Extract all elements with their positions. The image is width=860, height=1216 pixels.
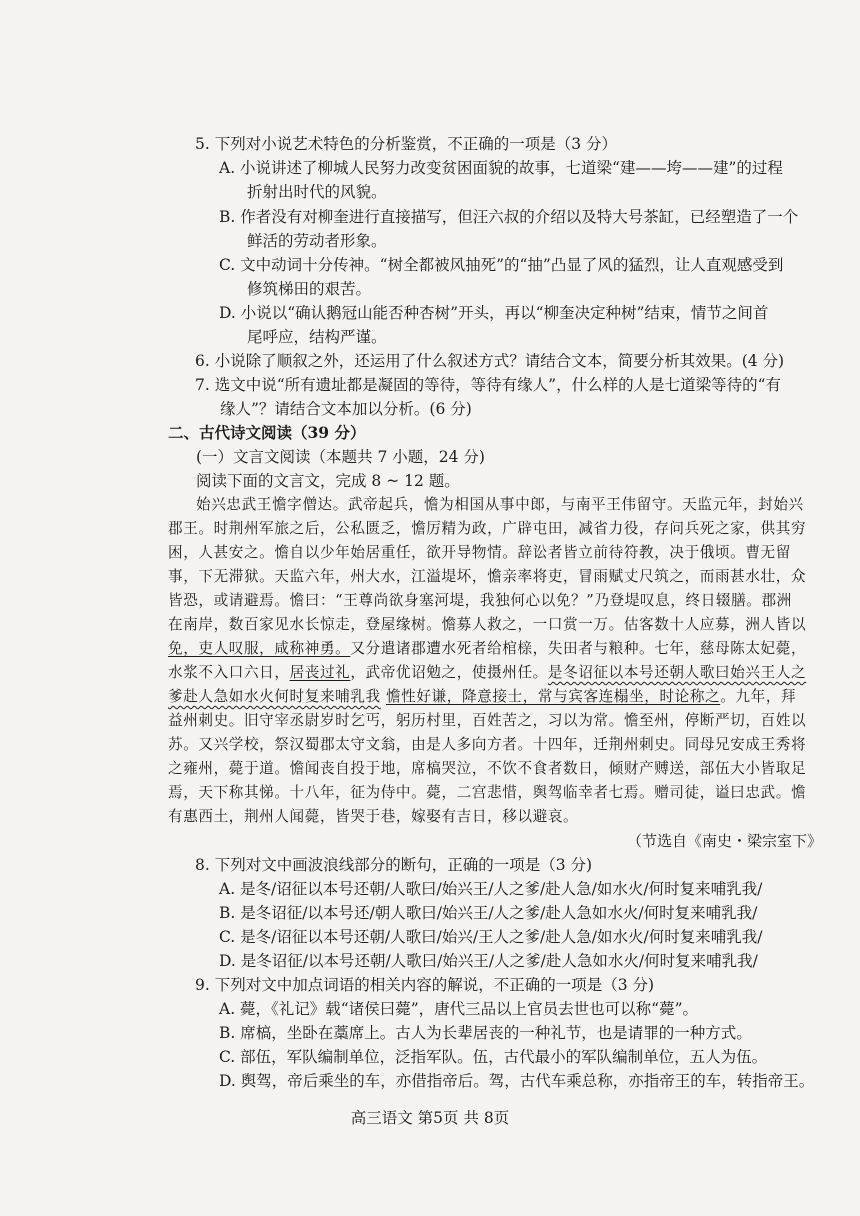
text-line: 尾呼应，结构严谨。	[247, 328, 387, 346]
text-line: A. 薨，《礼记》载“诸侯曰薨”，唐代三品以上官员去世也可以称“薨”。	[219, 1000, 698, 1018]
text-line: 事，下无滞狱。天监六年，州大水，江溢堤坏，憺亲率将吏，冒雨赋丈尺筑之，而雨甚水壮，众	[168, 568, 807, 585]
text-line: 在南岸，数百家见水长惊走，登屋缘树。憺募人救之，一口赏一万。估客数十人应募，洲人皆以	[168, 616, 807, 633]
text-line: 6. 小说除了顺叙之外，还运用了什么叙述方式？请结合文本，简要分析其效果。(4 分)	[195, 352, 785, 370]
text-line: D. 舆驾，帝后乘坐的车，亦借指帝后。驾，古代车乘总称，亦指帝王的车，转指帝王。	[219, 1072, 815, 1090]
text-line: B. 是冬诏征/以本号还/朝人歌曰/始兴王/人之爹/赴人急如水火/何时复来哺乳我/	[219, 904, 758, 922]
text-line: C. 部伍，军队编制单位，泛指军队。伍，古代最小的军队编制单位，五人为伍。	[219, 1048, 768, 1066]
text-line: 7. 选文中说“所有遗址都是凝固的等待，等待有缘人”，什么样的人是七道梁等待的“有	[195, 376, 781, 394]
text-line: 困，人甚安之。憺自以少年始居重任，欲开导物情。辞讼者皆立前待符教，决于俄顷。曹无留	[168, 544, 791, 561]
text-line: B. 作者没有对柳奎进行直接描写，但汪六叔的介绍以及特大号茶缸，已经塑造了一个	[219, 208, 799, 226]
text-line: C. 文中动词十分传神。“树全都被风抽死”的“抽”凸显了风的猛烈，让人直观感受到	[219, 256, 784, 274]
text-line: 益州刺史。旧守宰丞尉岁时乞丐，躬历村里，百姓苦之，习以为常。憺至州，停断严切，百姓以	[168, 712, 807, 729]
text-line: 有惠西土，荆州人闻薨，皆哭于巷，嫁娶有吉日，移以避哀。	[168, 808, 579, 825]
text-line: 阅读下面的文言文，完成 8 ~ 12 题。	[196, 472, 460, 490]
text-line: 折射出时代的风貌。	[247, 183, 387, 201]
text-line: 8. 下列对文中画波浪线部分的断句，正确的一项是（3 分)	[195, 856, 593, 874]
text-line: D. 是冬诏征/以本号还朝/人歌曰/始兴王/人之爹/赴人急如水火/何时复来哺乳我/	[219, 952, 758, 970]
text-line: 皆恐，或请避焉。憺曰：“王尊尚欲身塞河堤，我独何心以免？”乃登堤叹息，终日辍膳。郡洲	[168, 592, 792, 609]
text-line: D. 小说以“确认鹅冠山能否种杏树”开头，再以“柳奎决定种树”结束，情节之间首	[219, 304, 769, 322]
text-line: 郡王。时荆州军旅之后，公私匮乏，憺厉精为政，广辟屯田，减省力役，存问兵死之家，供其穷	[168, 520, 807, 537]
text-line: 免，吏人叹服，咸称神勇。又分遣诸郡遭水死者给棺榇，失田者与粮种。七年，慈母陈太妃薨，	[168, 640, 807, 657]
text-line: 爹赴人急如水火何时复来哺乳我 憺性好谦，降意接士，常与宾客连榻坐，时论称之。九年，拜	[168, 688, 797, 705]
underlined-text: 免，吏人叹服，咸称神勇。	[168, 640, 351, 657]
text-line: 二、古代诗文阅读（39 分）	[168, 423, 366, 442]
text-line: 9. 下列对文中加点词语的相关内容的解说，不正确的一项是（3 分)	[195, 976, 655, 994]
text-line: B. 席槁，坐卧在藁席上。古人为长辈居丧的一种礼节，也是请罪的一种方式。	[219, 1024, 752, 1042]
text-line: 缘人”？请结合文本加以分析。(6 分)	[220, 400, 472, 418]
text-line: 苏。又兴学校，祭汉蜀郡太守文翁，由是人多向方者。十四年，迁荆州刺史。同母兄安成王秀将	[168, 736, 807, 753]
underlined-text: 憺性好谦，降意接士，常与宾客连榻坐，时论称之	[385, 688, 721, 705]
text-line: 5. 下列对小说艺术特色的分析鉴赏，不正确的一项是（3 分）	[195, 135, 618, 153]
page-footer: 高三语文 第5页 共 8页	[350, 1109, 510, 1127]
text-line: 鲜活的劳动者形象。	[247, 232, 387, 250]
text-line: 焉，天下称其悌。十八年，征为侍中。薨，二宫悲惜，舆驾临幸者七焉。赠司徒，谥曰忠武。憺	[168, 784, 807, 801]
text-line: 修筑梯田的艰苦。	[247, 280, 372, 298]
text-line: C. 是冬/诏征以本号还朝/人歌曰/始兴/王人之爹/赴人急/如水火/何时复来哺乳我/	[219, 928, 763, 946]
text-line: 水浆不入口六日，居丧过礼，武帝优诏勉之，使摄州任。是冬诏征以本号还朝人歌曰始兴王人之	[168, 664, 807, 681]
wavy-underlined-text: 爹赴人急如水火何时复来哺乳我	[168, 688, 381, 705]
text-line: 始兴忠武王憺字僧达。武帝起兵，憺为相国从事中郎，与南平王伟留守。天监元年，封始兴	[196, 496, 804, 513]
text-line: 之雍州，薨于道。憺闻丧自投于地，席槁哭泣，不饮不食者数日，倾财产赙送，部伍大小皆取足	[168, 760, 807, 777]
text-line: A. 小说讲述了柳城人民努力改变贫困面貌的故事，七道梁“建——垮——建”的过程	[219, 159, 783, 177]
passage-source: （节选自《南史・梁宗室下》	[626, 832, 822, 850]
text-line: A. 是冬/诏征以本号还朝/人歌曰/始兴王/人之爹/赴人急/如水火/何时复来哺乳我/	[219, 880, 763, 898]
wavy-underlined-text: 是冬诏征以本号还朝人歌曰始兴王人之	[547, 664, 807, 681]
text-line: (一）文言文阅读（本题共 7 小题，24 分)	[196, 448, 485, 466]
underlined-text: 居丧过礼	[289, 664, 351, 681]
